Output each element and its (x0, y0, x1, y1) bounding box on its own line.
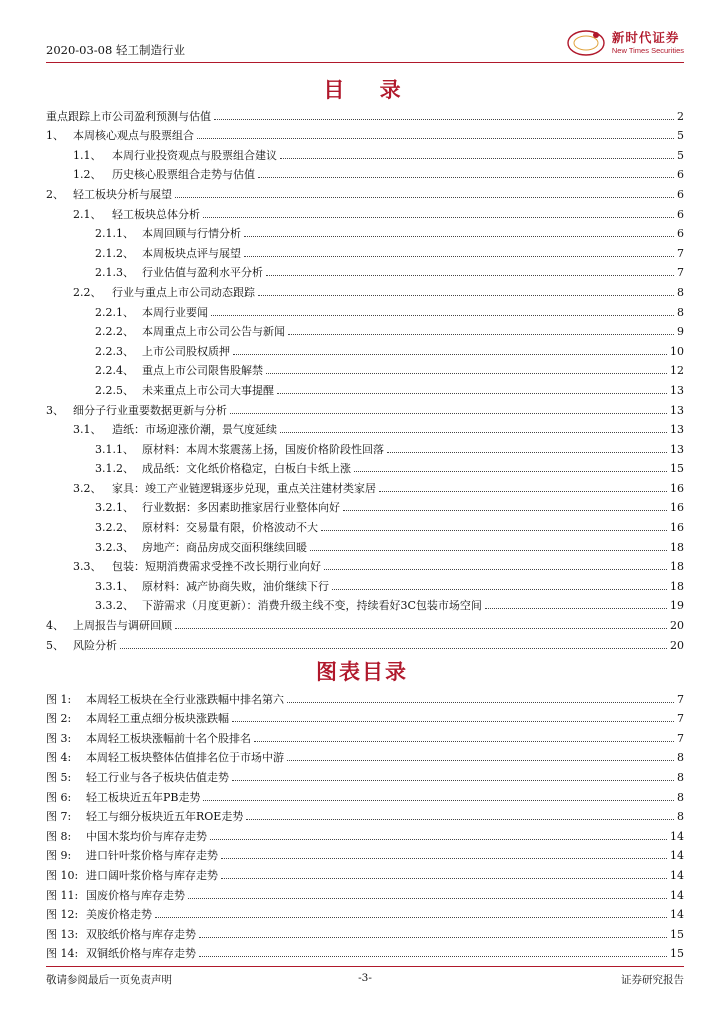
entry-page: 20 (670, 638, 684, 652)
figures-title: 图表目录 (316, 660, 408, 684)
dot-leader (214, 119, 674, 120)
entry-number: 图 9: (46, 849, 72, 863)
entry-title: 轻工板块近五年PB走势 (86, 790, 201, 804)
entry-number: 3.1、 (73, 423, 102, 437)
dot-leader (387, 452, 667, 453)
entry-number: 图 2: (46, 712, 72, 726)
entry-title: 双铜纸价格与库存走势 (86, 947, 196, 961)
entry-page: 19 (670, 599, 684, 613)
entry-page: 14 (670, 868, 684, 882)
dot-leader (258, 177, 674, 178)
entry-page: 15 (670, 927, 684, 941)
entry-number: 2.2、 (73, 285, 102, 299)
footer-divider (46, 966, 684, 967)
entry-page: 7 (677, 692, 684, 706)
entry-title: 国废价格与库存走势 (86, 888, 185, 902)
entry-page: 8 (677, 305, 684, 319)
dot-leader (221, 858, 667, 859)
entry-title: 未来重点上市公司大事提醒 (142, 383, 274, 397)
dot-leader (230, 413, 667, 414)
entry-page: 18 (670, 579, 684, 593)
entry-title: 本周轻工板块在全行业涨跌幅中排名第六 (86, 692, 284, 706)
figure-entry[interactable] (46, 941, 684, 961)
entry-title: 本周板块点评与展望 (142, 246, 241, 260)
entry-number: 图 8: (46, 829, 72, 843)
entry-title: 本周行业投资观点与股票组合建议 (112, 148, 277, 162)
dot-leader (244, 236, 674, 237)
entry-page: 15 (670, 462, 684, 476)
dot-leader (287, 760, 674, 761)
entry-number: 2.2.5、 (95, 383, 134, 397)
toc-entry[interactable] (46, 181, 684, 201)
entry-number: 3.2.1、 (95, 501, 134, 515)
figure-entry[interactable] (46, 902, 684, 922)
entry-title: 本周轻工板块整体估值排名位于市场中游 (86, 751, 284, 765)
entry-number: 图 11: (46, 888, 79, 902)
table-of-contents (46, 103, 684, 652)
entry-number: 3.2.3、 (95, 540, 134, 554)
toc-entry[interactable] (46, 338, 684, 358)
toc-entry[interactable] (46, 554, 684, 574)
entry-title: 原材料：减产协商失败，油价继续下行 (142, 579, 329, 593)
entry-number: 2.2.4、 (95, 364, 134, 378)
entry-title: 造纸：市场迎涨价潮，景气度延续 (112, 423, 277, 437)
entry-page: 8 (677, 790, 684, 804)
entry-title: 风险分析 (73, 638, 117, 652)
toc-entry[interactable] (46, 514, 684, 534)
entry-page: 14 (670, 908, 684, 922)
toc-title: 目 录 (323, 78, 415, 102)
entry-number: 1、 (46, 129, 64, 143)
entry-number: 3.2.2、 (95, 521, 134, 535)
entry-page: 10 (670, 344, 684, 358)
entry-number: 1.1、 (73, 148, 102, 162)
entry-title: 本周回顾与行情分析 (142, 227, 241, 241)
figure-entry[interactable] (46, 843, 684, 863)
dot-leader (233, 354, 667, 355)
dot-leader (221, 878, 667, 879)
toc-entry[interactable] (46, 593, 684, 613)
entry-title: 本周核心观点与股票组合 (73, 129, 194, 143)
figure-entry[interactable] (46, 804, 684, 824)
dot-leader (379, 491, 667, 492)
figure-entry[interactable] (46, 686, 684, 706)
entry-page: 9 (677, 325, 684, 339)
entry-page: 6 (677, 227, 684, 241)
entry-page: 7 (677, 712, 684, 726)
toc-entry[interactable] (46, 436, 684, 456)
entry-number: 2.2.2、 (95, 325, 134, 339)
dot-leader (210, 839, 667, 840)
entry-page: 2 (677, 109, 684, 123)
figure-entry[interactable] (46, 823, 684, 843)
entry-page: 5 (677, 148, 684, 162)
entry-title: 上周报告与调研回顾 (73, 619, 172, 633)
entry-title: 本周轻工重点细分板块涨跌幅 (86, 712, 229, 726)
dot-leader (244, 256, 674, 257)
dot-leader (310, 550, 667, 551)
figure-entry[interactable] (46, 706, 684, 726)
entry-title: 本周重点上市公司公告与新闻 (142, 325, 285, 339)
entry-title: 轻工板块分析与展望 (73, 187, 172, 201)
figure-entry[interactable] (46, 862, 684, 882)
entry-number: 3.3.1、 (95, 579, 134, 593)
entry-title: 重点跟踪上市公司盈利预测与估值 (46, 109, 211, 123)
dot-leader (354, 471, 667, 472)
entry-number: 2.2.3、 (95, 344, 134, 358)
entry-page: 14 (670, 849, 684, 863)
entry-title: 中国木浆均价与库存走势 (86, 829, 207, 843)
footer-report-type: 证券研究报告 (621, 974, 684, 986)
dot-leader (246, 819, 674, 820)
entry-title: 下游需求（月度更新）：消费升级主线不变，持续看好3C包装市场空间 (142, 599, 482, 613)
entry-number: 3.2、 (73, 481, 102, 495)
entry-page: 7 (677, 731, 684, 745)
company-logo (566, 28, 684, 58)
toc-entry[interactable] (46, 475, 684, 495)
toc-entry[interactable] (46, 573, 684, 593)
figure-entry[interactable] (46, 784, 684, 804)
toc-entry[interactable] (46, 417, 684, 437)
entry-number: 图 3: (46, 731, 72, 745)
entry-page: 13 (670, 403, 684, 417)
entry-page: 6 (677, 168, 684, 182)
entry-title: 上市公司股权质押 (142, 344, 230, 358)
entry-number: 图 6: (46, 790, 72, 804)
entry-title: 美废价格走势 (86, 908, 152, 922)
entry-number: 2.1.3、 (95, 266, 134, 280)
entry-page: 13 (670, 383, 684, 397)
entry-page: 13 (670, 423, 684, 437)
entry-number: 图 13: (46, 927, 79, 941)
entry-title: 本周行业要闻 (142, 305, 208, 319)
toc-entry[interactable] (46, 142, 684, 162)
header-date-industry: 2020-03-08 轻工制造行业 (46, 43, 185, 57)
entry-page: 8 (677, 285, 684, 299)
dot-leader (188, 898, 667, 899)
entry-number: 3.1.1、 (95, 442, 134, 456)
toc-entry[interactable] (46, 279, 684, 299)
entry-page: 8 (677, 751, 684, 765)
toc-entry[interactable] (46, 456, 684, 476)
entry-page: 16 (670, 481, 684, 495)
entry-number: 3.3.2、 (95, 599, 134, 613)
dot-leader (232, 721, 674, 722)
entry-page: 8 (677, 810, 684, 824)
toc-entry[interactable] (46, 495, 684, 515)
entry-page: 6 (677, 187, 684, 201)
header-divider (46, 62, 684, 63)
entry-number: 图 1: (46, 692, 72, 706)
toc-entry[interactable] (46, 358, 684, 378)
dot-leader (211, 315, 674, 316)
toc-entry[interactable] (46, 103, 684, 123)
toc-entry[interactable] (46, 612, 684, 632)
toc-entry[interactable] (46, 260, 684, 280)
entry-title: 原材料：交易量有限，价格波动不大 (142, 521, 318, 535)
figure-entry[interactable] (46, 764, 684, 784)
entry-page: 20 (670, 619, 684, 633)
entry-title: 轻工与细分板块近五年ROE走势 (86, 810, 244, 824)
entry-number: 5、 (46, 638, 64, 652)
entry-title: 行业估值与盈利水平分析 (142, 266, 263, 280)
entry-number: 图 4: (46, 751, 72, 765)
figure-list (46, 686, 684, 960)
entry-page: 7 (677, 266, 684, 280)
entry-page: 15 (670, 947, 684, 961)
toc-entry[interactable] (46, 123, 684, 143)
figure-entry[interactable] (46, 745, 684, 765)
entry-title: 历史核心股票组合走势与估值 (112, 168, 255, 182)
entry-page: 14 (670, 829, 684, 843)
logo-chinese-name: 新时代证券 (611, 29, 680, 45)
dot-leader (232, 780, 674, 781)
dot-leader (266, 275, 674, 276)
entry-title: 细分子行业重要数据更新与分析 (73, 403, 227, 417)
entry-page: 6 (677, 207, 684, 221)
footer-disclaimer: 敬请参阅最后一页免责声明 (46, 974, 172, 986)
entry-title: 重点上市公司限售股解禁 (142, 364, 263, 378)
entry-title: 双胶纸价格与库存走势 (86, 927, 196, 941)
dot-leader (199, 956, 667, 957)
toc-entry[interactable] (46, 534, 684, 554)
entry-number: 图 5: (46, 770, 72, 784)
dot-leader (332, 589, 667, 590)
dot-leader (321, 530, 667, 531)
toc-entry[interactable] (46, 162, 684, 182)
entry-page: 16 (670, 501, 684, 515)
figure-entry[interactable] (46, 921, 684, 941)
entry-number: 3、 (46, 403, 64, 417)
toc-entry[interactable] (46, 632, 684, 652)
entry-title: 进口阔叶浆价格与库存走势 (86, 868, 218, 882)
dot-leader (287, 702, 674, 703)
entry-title: 家具：竣工产业链逻辑逐步兑现，重点关注建材类家居 (112, 481, 376, 495)
dot-leader (203, 800, 674, 801)
dot-leader (120, 648, 667, 649)
figure-entry[interactable] (46, 882, 684, 902)
entry-title: 成品纸：文化纸价格稳定，白板白卡纸上涨 (142, 462, 351, 476)
entry-title: 轻工行业与各子板块估值走势 (86, 770, 229, 784)
entry-number: 4、 (46, 619, 64, 633)
dot-leader (266, 373, 667, 374)
toc-entry[interactable] (46, 299, 684, 319)
dot-leader (288, 334, 674, 335)
dot-leader (485, 608, 667, 609)
entry-page: 14 (670, 888, 684, 902)
dot-leader (175, 628, 667, 629)
dot-leader (343, 510, 667, 511)
entry-title: 房地产：商品房成交面积继续回暖 (142, 540, 307, 554)
dot-leader (254, 741, 674, 742)
entry-number: 1.2、 (73, 168, 102, 182)
dot-leader (197, 138, 674, 139)
dot-leader (175, 197, 674, 198)
dot-leader (203, 217, 674, 218)
entry-number: 2.1.2、 (95, 246, 134, 260)
toc-entry[interactable] (46, 319, 684, 339)
entry-number: 图 14: (46, 947, 79, 961)
page-header (46, 28, 684, 62)
toc-entry[interactable] (46, 221, 684, 241)
dot-leader (280, 432, 667, 433)
entry-number: 图 7: (46, 810, 72, 824)
entry-title: 轻工板块总体分析 (112, 207, 200, 221)
page-number: -3- (358, 972, 372, 984)
entry-title: 行业数据：多因素助推家居行业整体向好 (142, 501, 340, 515)
toc-entry[interactable] (46, 397, 684, 417)
entry-title: 进口针叶浆价格与库存走势 (86, 849, 218, 863)
entry-page: 5 (677, 129, 684, 143)
entry-number: 2.1、 (73, 207, 102, 221)
entry-number: 2.2.1、 (95, 305, 134, 319)
dot-leader (277, 393, 667, 394)
logo-english-name: New Times Securities (611, 46, 684, 55)
entry-page: 13 (670, 442, 684, 456)
entry-title: 本周轻工板块涨幅前十名个股排名 (86, 731, 251, 745)
entry-page: 12 (670, 364, 684, 378)
dot-leader (324, 569, 667, 570)
figure-entry[interactable] (46, 725, 684, 745)
entry-title: 行业与重点上市公司动态跟踪 (112, 285, 255, 299)
entry-number: 2.1.1、 (95, 227, 134, 241)
entry-page: 7 (677, 246, 684, 260)
entry-number: 图 12: (46, 908, 79, 922)
entry-page: 18 (670, 540, 684, 554)
dot-leader (280, 158, 674, 159)
dot-leader (258, 295, 674, 296)
toc-entry[interactable] (46, 240, 684, 260)
toc-entry[interactable] (46, 377, 684, 397)
dot-leader (199, 937, 667, 938)
new-times-emblem-icon (566, 28, 606, 58)
entry-title: 原材料：本周木浆震荡上扬，国废价格阶段性回落 (142, 442, 384, 456)
entry-title: 包装：短期消费需求受挫不改长期行业向好 (112, 560, 321, 574)
entry-number: 3.1.2、 (95, 462, 134, 476)
toc-entry[interactable] (46, 201, 684, 221)
entry-number: 图 10: (46, 868, 79, 882)
dot-leader (155, 917, 667, 918)
entry-number: 3.3、 (73, 560, 102, 574)
entry-number: 2、 (46, 187, 64, 201)
entry-page: 16 (670, 521, 684, 535)
entry-page: 18 (670, 560, 684, 574)
entry-page: 8 (677, 770, 684, 784)
